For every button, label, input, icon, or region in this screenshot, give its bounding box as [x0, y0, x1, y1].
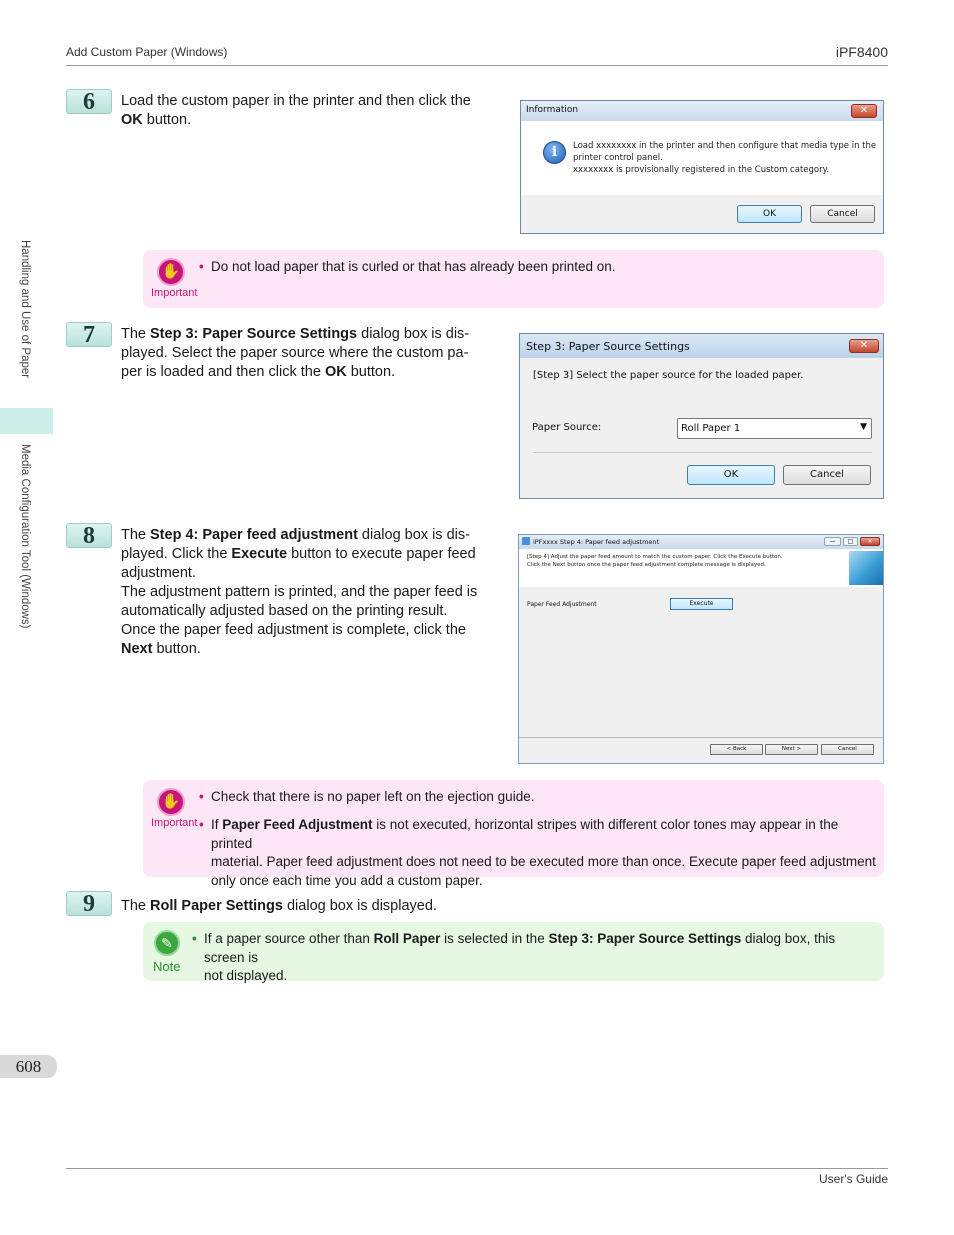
bullet-dot: •: [199, 817, 204, 832]
paper-source-dialog-title: Step 3: Paper Source Settings: [526, 340, 690, 353]
dialog-divider: [533, 452, 872, 453]
note-bullet-1: [192, 930, 874, 986]
paper-source-dialog-titlebar: [520, 334, 883, 358]
info-icon: i: [543, 141, 566, 164]
note-bold-roll-paper: Roll Paper: [373, 931, 441, 946]
bullet-dot: •: [199, 259, 204, 274]
close-icon[interactable]: ✕: [849, 339, 879, 353]
paper-source-label: Paper Source:: [532, 422, 602, 433]
information-dialog-title: Information: [526, 105, 579, 115]
step-7-line2: played. Select the paper source where the custom pa-: [121, 345, 469, 361]
step-8-line3: adjustment.: [121, 565, 196, 581]
paper-feed-adjustment-label: Paper Feed Adjustment: [527, 601, 597, 608]
app-icon: [522, 537, 530, 545]
paper-feed-dialog-title: iPFxxxx Step 4: Paper feed adjustment: [533, 538, 660, 546]
paper-source-ok-button[interactable]: OK: [687, 465, 775, 485]
important-2-b2-line1-rest: is not executed, horizontal stripes with different color tones may appear in the printed: [211, 817, 839, 851]
step-number-6: 6: [66, 89, 112, 114]
paper-source-select-value: Roll Paper 1: [681, 423, 741, 434]
chevron-down-icon: ▼: [860, 422, 867, 432]
step-8-line5: automatically adjusted based on the printing result.: [121, 603, 448, 619]
information-message: [573, 140, 876, 176]
step-7-text: [121, 325, 506, 382]
header-section-title: Add Custom Paper (Windows): [66, 45, 228, 59]
step-8-bold-next: Next: [121, 641, 153, 657]
header-model: iPF8400: [835, 44, 888, 60]
step-8-bold-dialog: Step 4: Paper feed adjustment: [150, 527, 358, 543]
step-number-9: 9: [66, 891, 112, 916]
important-2-bullet-2: [199, 816, 879, 890]
bullet-dot: •: [199, 789, 204, 804]
information-message-line2: printer control panel.: [573, 153, 663, 163]
paper-source-cancel-button[interactable]: Cancel: [783, 465, 871, 485]
information-dialog-body: [521, 121, 883, 195]
step-6-bold-ok: OK: [121, 112, 143, 128]
paper-feed-dialog-titlebar: [519, 535, 883, 549]
step-7-line3-pre: per is loaded and then click the: [121, 364, 325, 380]
paper-feed-instruction-1: [Step 4] Adjust the paper feed amount to match the custom paper. Click the Execute button.: [527, 554, 783, 560]
important-2-bullet-1: [199, 788, 871, 807]
important-2-bullet-1-text: Check that there is no paper left on the ejection guide.: [211, 789, 535, 804]
paper-source-instruction: [Step 3] Select the paper source for the loaded paper.: [533, 370, 804, 381]
step-7-pre: The: [121, 326, 151, 342]
important-label-2: Important: [151, 817, 198, 829]
important-callout-2: [143, 780, 884, 888]
step-9-pre: The: [121, 898, 151, 914]
step-8-text: [121, 526, 511, 659]
note-line2: not displayed.: [204, 968, 288, 983]
important-label-1: Important: [151, 287, 198, 299]
step-8-line1-rest: dialog box is dis-: [357, 527, 470, 543]
important-2-b2-pre: If: [211, 817, 223, 832]
information-cancel-button[interactable]: Cancel: [810, 205, 875, 223]
minimize-icon[interactable]: —: [824, 537, 841, 546]
step-7-bold-ok: OK: [324, 364, 347, 380]
information-ok-button[interactable]: OK: [737, 205, 802, 223]
paper-feed-instruction-2: Click the Next button once the paper feed adjustment complete message is displayed.: [527, 562, 766, 568]
step-8-line4: The adjustment pattern is printed, and the paper feed is: [121, 584, 478, 600]
step-number-7: 7: [66, 322, 112, 347]
paper-feed-dialog-banner: [519, 549, 883, 587]
important-1-bullet-1: [199, 258, 871, 277]
step-7-bold-dialog: Step 3: Paper Source Settings: [150, 326, 358, 342]
step-6-line2-rest: button.: [142, 112, 192, 128]
paper-feed-instructions: [527, 553, 783, 569]
important-callout-1: [143, 250, 884, 308]
step-7-line3-rest: button.: [346, 364, 396, 380]
paper-feed-cancel-button[interactable]: Cancel: [821, 744, 874, 755]
step-8-line6: Once the paper feed adjustment is complete, click the: [121, 622, 466, 638]
next-button[interactable]: Next >: [765, 744, 818, 755]
step-6-line1: Load the custom paper in the printer and then click the: [121, 93, 471, 109]
sidebar-active-tab: [0, 408, 53, 434]
close-icon[interactable]: ✕: [851, 104, 877, 118]
note-callout: [143, 922, 884, 981]
step-9-bold-dialog: Roll Paper Settings: [150, 898, 283, 914]
note-line1-rest: dialog box, this screen is: [204, 931, 836, 965]
step-8-line7-rest: button.: [152, 641, 201, 657]
footer-guide-title: User's Guide: [819, 1172, 888, 1186]
close-icon[interactable]: ✕: [860, 537, 880, 546]
step-6-text: [121, 92, 511, 130]
sidebar-section-media-tool: Media Configuration Tool (Windows): [19, 444, 31, 629]
information-dialog: [520, 100, 884, 234]
important-1-bullet-1-text: Do not load paper that is curled or that has already been printed on.: [211, 259, 616, 274]
execute-button[interactable]: Execute: [670, 598, 733, 610]
note-pre: If a paper source other than: [204, 931, 374, 946]
important-2-b2-bold: Paper Feed Adjustment: [222, 817, 373, 832]
page-number: 608: [0, 1055, 57, 1078]
information-dialog-titlebar: [521, 101, 883, 121]
note-label: Note: [153, 959, 181, 974]
information-message-line1: Load xxxxxxxx in the printer and then configure that media type in the: [573, 141, 877, 151]
important-2-b2-line3: only once each time you add a custom paper.: [211, 872, 483, 888]
header-divider: [66, 65, 888, 66]
note-bold-dialog: Step 3: Paper Source Settings: [548, 931, 742, 946]
maximize-icon[interactable]: □: [843, 537, 858, 546]
hand-stop-icon: ✋: [157, 258, 185, 286]
hand-stop-icon: ✋: [157, 788, 185, 816]
back-button[interactable]: < Back: [710, 744, 763, 755]
information-message-line3: xxxxxxxx is provisionally registered in the Custom category.: [573, 165, 830, 175]
step-8-bold-execute: Execute: [231, 546, 288, 562]
pencil-icon: ✎: [154, 930, 180, 956]
step-9-rest: dialog box is displayed.: [282, 898, 437, 914]
bullet-dot: •: [192, 931, 197, 946]
paper-source-settings-dialog: [519, 333, 884, 499]
note-mid: is selected in the: [440, 931, 549, 946]
dialog-footer-divider: [519, 737, 883, 738]
paper-feed-adjustment-dialog: [518, 534, 884, 764]
step-8-line2-pre: played. Click the: [121, 546, 232, 562]
step-8-pre: The: [121, 527, 151, 543]
step-8-line2-rest: button to execute paper feed: [287, 546, 476, 562]
printer-banner-graphic: [849, 551, 883, 585]
step-7-line1-rest: dialog box is dis-: [357, 326, 470, 342]
important-2-b2-line2: material. Paper feed adjustment does not need to be executed more than once. Execute paper feed adjustment: [211, 854, 876, 869]
step-9-text: [121, 897, 821, 916]
footer-divider: [66, 1168, 888, 1169]
paper-source-select[interactable]: [677, 418, 872, 439]
step-number-8: 8: [66, 523, 112, 548]
sidebar-section-handling: Handling and Use of Paper: [19, 240, 31, 379]
